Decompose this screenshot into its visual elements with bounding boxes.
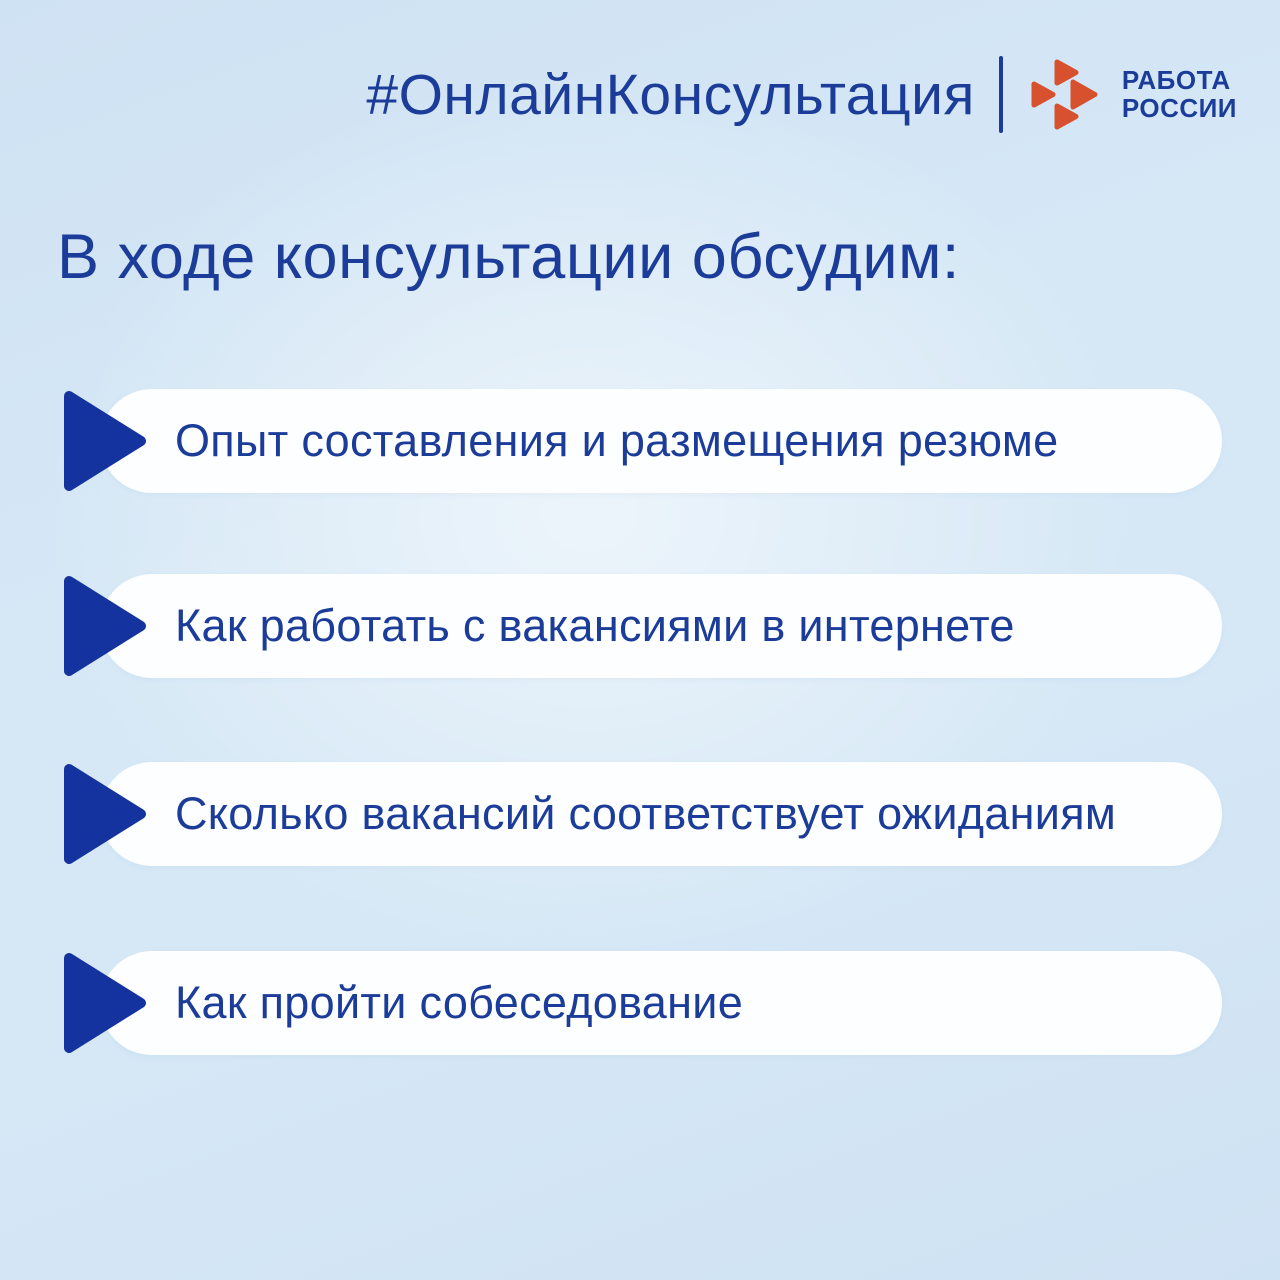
header-divider — [999, 56, 1003, 133]
list-item — [0, 389, 1280, 493]
list-item-label: Сколько вакансий соответствует ожиданиям — [175, 788, 1117, 839]
play-arrow-icon — [63, 574, 148, 678]
list-item-pill — [100, 762, 1222, 866]
list-item-label: Как пройти собеседование — [175, 977, 744, 1028]
logo-text-line1: РАБОТА — [1121, 65, 1231, 96]
play-arrow-icon — [63, 762, 148, 866]
list-item-label: Как работать с вакансиями в интернете — [175, 600, 1015, 651]
list-item-pill — [100, 951, 1222, 1055]
rabota-rossii-logo-text — [1122, 67, 1237, 121]
list-item — [0, 762, 1280, 866]
page-title: В ходе консультации обсудим: — [57, 222, 960, 292]
rabota-rossii-logo — [1030, 58, 1237, 132]
logo-text-line2: РОССИИ — [1121, 92, 1237, 123]
list-item — [0, 574, 1280, 678]
rabota-rossii-logo-icon — [1030, 58, 1110, 132]
list-item-pill — [100, 574, 1222, 678]
hashtag-title: #ОнлайнКонсультация — [366, 62, 975, 127]
header — [366, 56, 1237, 133]
play-arrow-icon — [63, 951, 148, 1055]
list-item-label: Опыт составления и размещения резюме — [175, 415, 1059, 466]
play-arrow-icon — [63, 389, 148, 493]
list-item-pill — [100, 389, 1222, 493]
list-item — [0, 951, 1280, 1055]
